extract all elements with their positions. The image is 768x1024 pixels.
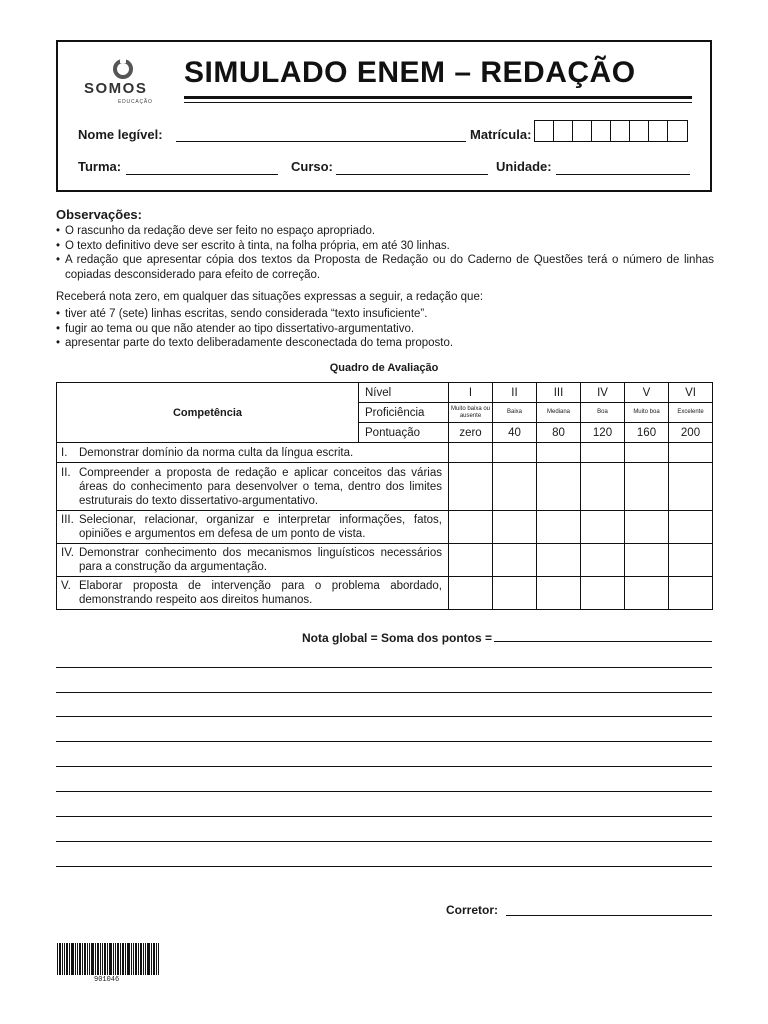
proficiencia-cell: Muito boa [625,403,669,423]
somos-logo [78,56,168,106]
nota-zero-item: • tiver até 7 (sete) linhas escritas, sendo considerada “texto insuficiente”. [56,307,714,322]
nota-zero-intro: Receberá nota zero, em qualquer das situações expressas a seguir, a redação que: [56,291,484,303]
writing-line[interactable] [56,791,712,792]
score-cell[interactable] [581,544,625,577]
turma-label: Turma: [78,159,122,174]
barcode-icon [57,943,159,975]
logo-subtext: EDUCAÇÃO [118,99,153,105]
score-cell[interactable] [449,544,493,577]
competencia-cell [57,544,449,577]
title-rule-thick [184,96,692,99]
matricula-digit-box[interactable] [630,121,649,141]
matricula-field[interactable] [534,120,688,142]
writing-line[interactable] [56,667,712,668]
nota-global-field[interactable] [494,641,712,642]
competencia-row [57,544,713,577]
competencia-cell [57,511,449,544]
score-cell[interactable] [537,511,581,544]
nivel-label: Nível [359,383,449,403]
nota-zero-item: • apresentar parte do texto deliberadamente desconectada do tema proposto. [56,336,714,351]
competencia-number: II. [61,466,71,479]
curso-field[interactable] [336,174,488,175]
proficiencia-cell: Boa [581,403,625,423]
unidade-label: Unidade: [496,159,552,174]
nivel-row [57,383,713,403]
nota-zero-list [56,307,714,351]
logo-text: SOMOS [84,80,148,97]
nivel-cell: VI [669,383,713,403]
score-cell[interactable] [449,577,493,610]
evaluation-table [56,382,713,610]
competencia-text: Compreender a proposta de redação e aplicar conceitos das várias áreas do conhecimento para desenvolver o tema, dentro dos limites estruturais do texto dissertativo-argumentativo. [79,466,442,507]
competencia-cell [57,443,449,463]
score-cell[interactable] [669,511,713,544]
nome-label: Nome legível: [78,127,163,142]
score-cell[interactable] [669,443,713,463]
competencia-row [57,577,713,610]
matricula-digit-box[interactable] [554,121,573,141]
competencia-text: Selecionar, relacionar, organizar e interpretar informações, fatos, opiniões e argumentos em defesa de um ponto de vista. [79,514,442,540]
nome-field[interactable] [176,141,466,142]
score-cell[interactable] [493,463,537,511]
score-cell[interactable] [537,443,581,463]
matricula-label: Matrícula: [470,127,532,142]
competencia-number: III. [61,514,74,526]
competencia-row [57,511,713,544]
score-cell[interactable] [669,577,713,610]
score-cell[interactable] [581,463,625,511]
barcode-number: 901046 [94,976,120,984]
score-cell[interactable] [537,577,581,610]
score-cell[interactable] [581,511,625,544]
somos-logo-icon [108,56,138,82]
nivel-cell: I [449,383,493,403]
nivel-cell: III [537,383,581,403]
score-cell[interactable] [493,511,537,544]
pontuacao-label: Pontuação [359,423,449,443]
matricula-digit-box[interactable] [573,121,592,141]
writing-line[interactable] [56,741,712,742]
observacao-item: • A redação que apresentar cópia dos textos da Proposta de Redação ou do Caderno de Questões terá o número de linhas copiadas desconsiderado para efeito de correção. [56,253,714,282]
matricula-digit-box[interactable] [668,121,687,141]
header-box [56,40,712,192]
competencia-header: Competência [57,383,359,443]
proficiencia-cell: Excelente [669,403,713,423]
writing-line[interactable] [56,841,712,842]
score-cell[interactable] [493,443,537,463]
score-cell[interactable] [625,463,669,511]
pontuacao-cell: 80 [537,423,581,443]
competencia-text: Demonstrar conhecimento dos mecanismos linguísticos necessários para a construção da argumentação. [79,547,442,573]
score-cell[interactable] [449,443,493,463]
proficiencia-cell: Mediana [537,403,581,423]
matricula-digit-box[interactable] [649,121,668,141]
score-cell[interactable] [493,544,537,577]
corretor-label: Corretor: [446,903,499,917]
matricula-digit-box[interactable] [592,121,611,141]
pontuacao-cell: zero [449,423,493,443]
competencia-cell [57,463,449,511]
writing-line[interactable] [56,766,712,767]
score-cell[interactable] [625,544,669,577]
pontuacao-cell: 160 [625,423,669,443]
competencia-cell [57,577,449,610]
matricula-digit-box[interactable] [535,121,554,141]
nivel-cell: V [625,383,669,403]
nota-global-label: Nota global = Soma dos pontos = [302,631,493,645]
proficiencia-label: Proficiência [359,403,449,423]
corretor-field[interactable] [506,915,712,916]
score-cell[interactable] [625,577,669,610]
score-cell[interactable] [537,463,581,511]
score-cell[interactable] [625,511,669,544]
writing-line[interactable] [56,816,712,817]
score-cell[interactable] [449,463,493,511]
writing-line[interactable] [56,716,712,717]
score-cell[interactable] [537,544,581,577]
writing-line[interactable] [56,692,712,693]
competencia-row [57,443,713,463]
pontuacao-cell: 120 [581,423,625,443]
turma-field[interactable] [126,174,278,175]
score-cell[interactable] [669,544,713,577]
score-cell[interactable] [449,511,493,544]
competencia-number: IV. [61,547,75,559]
nivel-cell: II [493,383,537,403]
competencia-number: V. [61,580,71,592]
observacao-item: • O rascunho da redação deve ser feito no espaço apropriado. [56,224,714,239]
matricula-digit-box[interactable] [611,121,630,141]
score-cell[interactable] [581,577,625,610]
pontuacao-cell: 200 [669,423,713,443]
title-rule-thin [184,102,692,103]
competencia-text: Demonstrar domínio da norma culta da língua escrita. [79,446,354,459]
curso-label: Curso: [291,159,333,174]
nota-zero-item: • fugir ao tema ou que não atender ao tipo dissertativo-argumentativo. [56,322,714,337]
page-title: SIMULADO ENEM – REDAÇÃO [184,56,636,89]
score-cell[interactable] [669,463,713,511]
score-cell[interactable] [493,577,537,610]
observacoes-title: Observações: [56,207,142,222]
proficiencia-cell: Baixa [493,403,537,423]
score-cell[interactable] [625,443,669,463]
nivel-cell: IV [581,383,625,403]
score-cell[interactable] [581,443,625,463]
observacao-item: • O texto definitivo deve ser escrito à tinta, na folha própria, em até 30 linhas. [56,239,714,254]
pontuacao-cell: 40 [493,423,537,443]
observacoes-list [56,224,714,282]
quadro-title: Quadro de Avaliação [329,362,439,374]
unidade-field[interactable] [556,174,690,175]
competencia-row [57,463,713,511]
competencia-number: I. [61,446,68,459]
proficiencia-cell: Muito baixa ou ausente [449,403,493,423]
competencia-text: Elaborar proposta de intervenção para o problema abordado, demonstrando respeito aos direitos humanos. [79,580,442,606]
writing-line[interactable] [56,866,712,867]
